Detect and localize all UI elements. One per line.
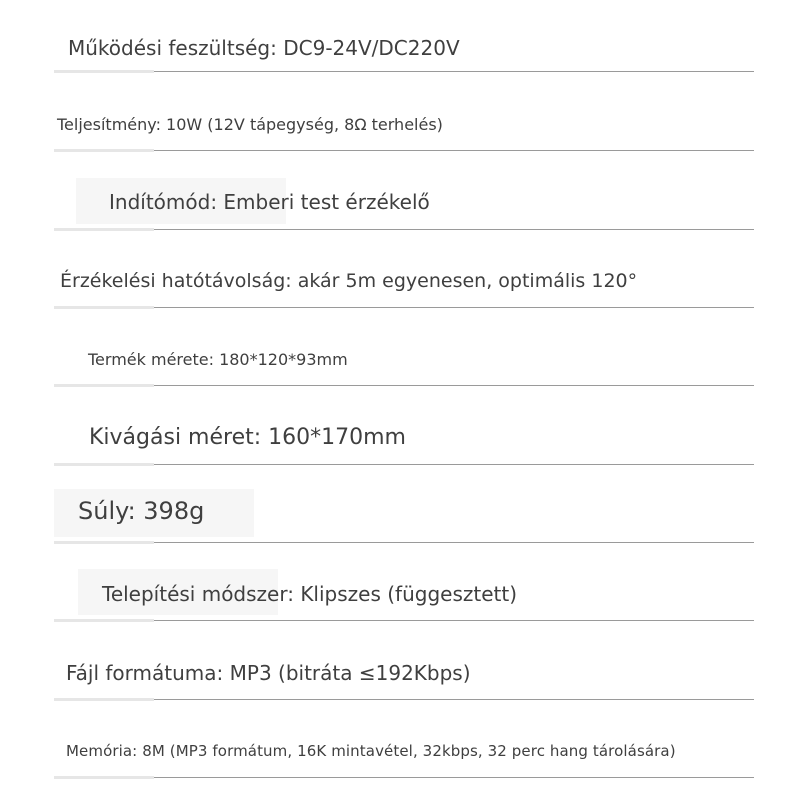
spec-row-size [54, 308, 754, 386]
spec-start-mode-text: Indítómód: Emberi test érzékelő [109, 190, 430, 214]
spec-row-cutout [54, 387, 754, 465]
spec-divider [54, 385, 754, 386]
spec-size-text: Termék mérete: 180*120*93mm [88, 350, 348, 369]
spec-divider [54, 777, 754, 778]
spec-row-memory [54, 700, 754, 778]
spec-row-install [54, 543, 754, 621]
spec-divider [54, 620, 754, 621]
spec-voltage-text: Működési feszültség: DC9-24V/DC220V [68, 36, 460, 60]
spec-row-range [54, 230, 754, 308]
spec-range-text: Érzékelési hatótávolság: akár 5m egyenesen, optimális 120° [60, 270, 638, 292]
spec-row-format [54, 622, 754, 700]
spec-row-start-mode [54, 152, 754, 230]
spec-weight-text: Súly: 398g [78, 497, 205, 525]
spec-divider [54, 150, 754, 151]
spec-format-text: Fájl formátuma: MP3 (bitráta ≤192Kbps) [66, 661, 471, 685]
spec-install-text: Telepítési módszer: Klipszes (függesztett) [102, 582, 518, 606]
spec-row-voltage [54, 0, 754, 72]
spec-row-power [54, 73, 754, 151]
spec-memory-text: Memória: 8M (MP3 formátum, 16K mintavétel, 32kbps, 32 perc hang tárolására) [66, 742, 676, 760]
spec-power-text: Teljesítmény: 10W (12V tápegység, 8Ω terhelés) [57, 115, 443, 134]
spec-cutout-text: Kivágási méret: 160*170mm [89, 425, 406, 450]
spec-divider [54, 71, 754, 72]
spec-row-weight [54, 465, 754, 543]
